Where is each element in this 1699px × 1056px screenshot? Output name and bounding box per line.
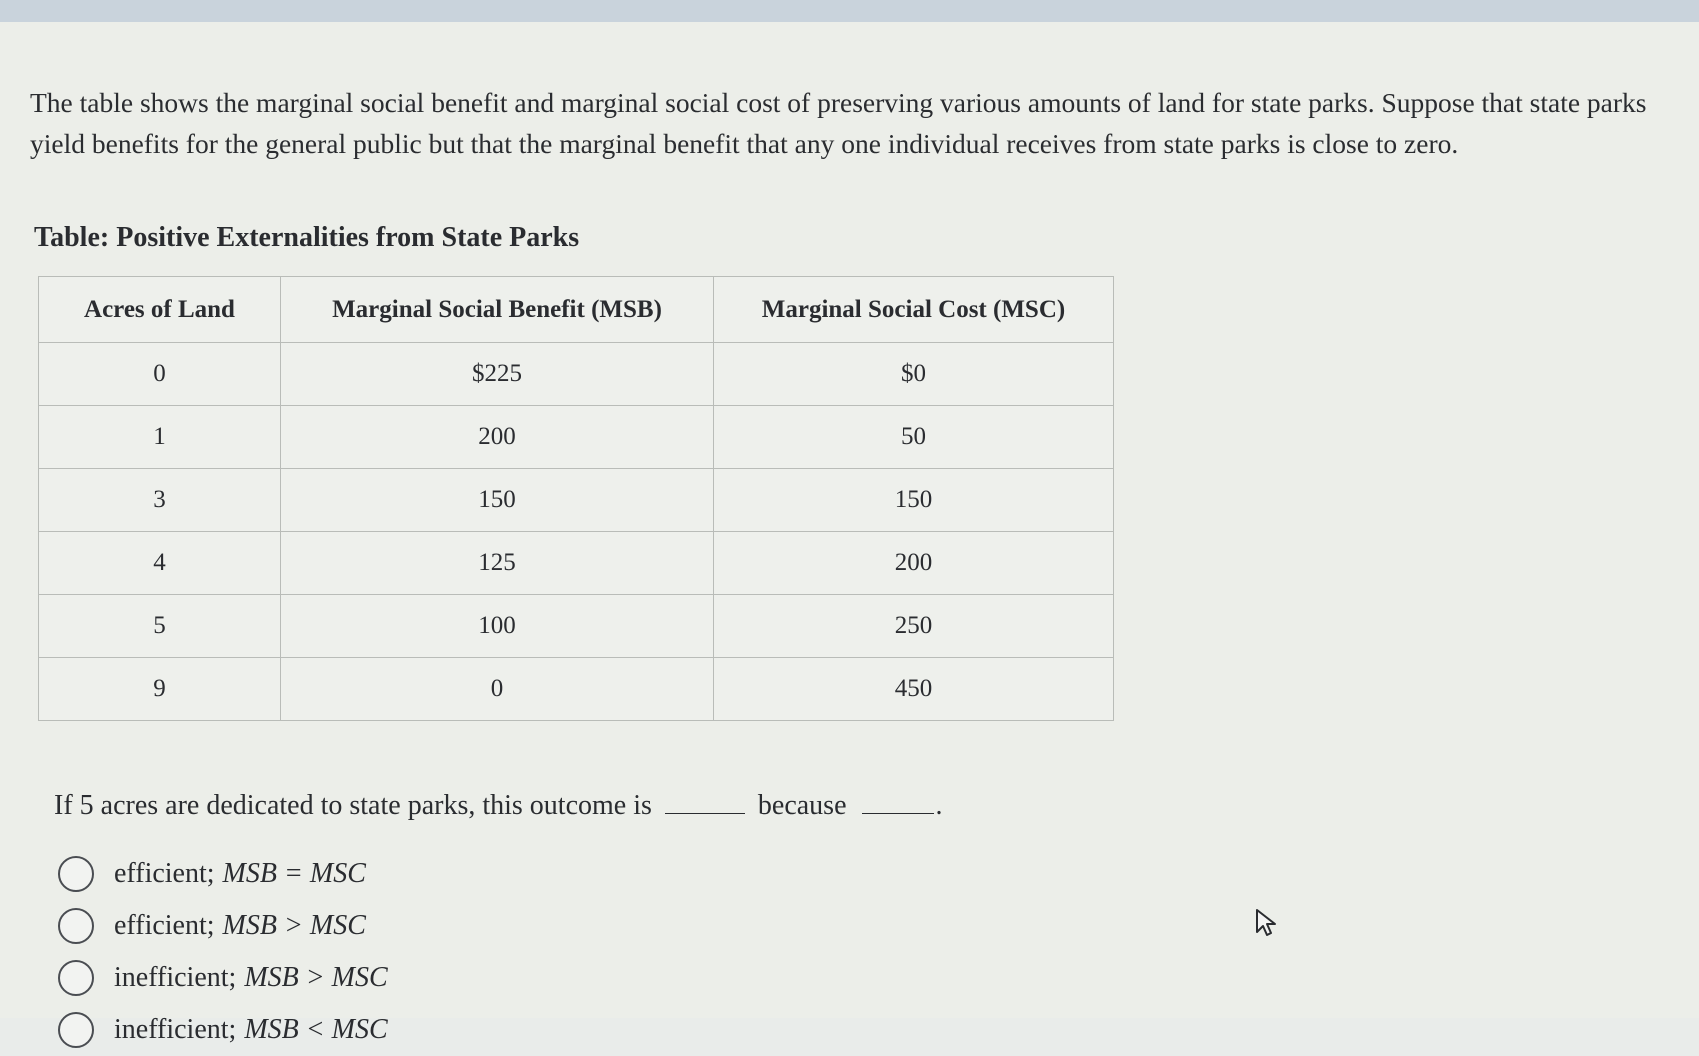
radio-unchecked-icon[interactable] bbox=[58, 960, 94, 996]
table-row bbox=[39, 595, 1114, 658]
radio-unchecked-icon[interactable] bbox=[58, 1012, 94, 1048]
cell-acres: 1 bbox=[39, 406, 281, 469]
cell-msb: 0 bbox=[281, 658, 714, 721]
cell-msb: 150 bbox=[281, 469, 714, 532]
cell-acres: 3 bbox=[39, 469, 281, 532]
table-row bbox=[39, 343, 1114, 406]
cell-acres: 5 bbox=[39, 595, 281, 658]
question-part-1: If 5 acres are dedicated to state parks, this outcome is bbox=[54, 790, 652, 821]
option-label: inefficient; bbox=[114, 962, 237, 993]
radio-unchecked-icon[interactable] bbox=[58, 856, 94, 892]
question-part-2: because bbox=[757, 790, 847, 821]
cell-acres: 4 bbox=[39, 532, 281, 595]
question-intro-text: The table shows the marginal social benefit and marginal social cost of preserving various amounts of land for state parks. Suppose that state parks yield benefits for the general public but that the marginal benefit that any one individual receives from state parks is close to zero. bbox=[30, 87, 1647, 159]
option-label: efficient; bbox=[114, 910, 215, 941]
option-math: MSB > MSC bbox=[222, 910, 366, 941]
cell-msb: 125 bbox=[281, 532, 714, 595]
option-math: MSB < MSC bbox=[244, 1014, 388, 1045]
answer-option[interactable] bbox=[58, 1004, 388, 1056]
browser-top-bar bbox=[0, 0, 1699, 22]
mouse-pointer-icon bbox=[1255, 908, 1279, 938]
cell-msc: 250 bbox=[714, 595, 1114, 658]
cell-acres: 0 bbox=[39, 343, 281, 406]
option-label: efficient; bbox=[114, 858, 215, 889]
cell-msc: 200 bbox=[714, 532, 1114, 595]
option-math: MSB = MSC bbox=[222, 858, 366, 889]
question-part-3: . bbox=[935, 790, 943, 821]
header-msc: Marginal Social Cost (MSC) bbox=[714, 277, 1114, 343]
answer-options bbox=[58, 848, 388, 1056]
question-prompt bbox=[54, 790, 943, 822]
table-header-row bbox=[39, 277, 1114, 343]
answer-blank-2 bbox=[862, 791, 934, 814]
answer-option[interactable] bbox=[58, 900, 388, 952]
cell-msb: 200 bbox=[281, 406, 714, 469]
answer-option[interactable] bbox=[58, 952, 388, 1004]
cell-msc: 450 bbox=[714, 658, 1114, 721]
table-row bbox=[39, 406, 1114, 469]
answer-blank-1 bbox=[665, 791, 745, 814]
cell-acres: 9 bbox=[39, 658, 281, 721]
externalities-table bbox=[38, 276, 1114, 721]
cell-msb: 100 bbox=[281, 595, 714, 658]
question-page bbox=[0, 22, 1699, 1045]
table-row bbox=[39, 658, 1114, 721]
radio-unchecked-icon[interactable] bbox=[58, 908, 94, 944]
option-math: MSB > MSC bbox=[244, 962, 388, 993]
cell-msc: 50 bbox=[714, 406, 1114, 469]
table-row bbox=[39, 469, 1114, 532]
header-msb: Marginal Social Benefit (MSB) bbox=[281, 277, 714, 343]
answer-option[interactable] bbox=[58, 848, 388, 900]
cell-msb: $225 bbox=[281, 343, 714, 406]
header-acres: Acres of Land bbox=[39, 277, 281, 343]
table-row bbox=[39, 532, 1114, 595]
cell-msc: 150 bbox=[714, 469, 1114, 532]
cell-msc: $0 bbox=[714, 343, 1114, 406]
option-label: inefficient; bbox=[114, 1014, 237, 1045]
table-title: Table: Positive Externalities from State Parks bbox=[34, 222, 580, 253]
